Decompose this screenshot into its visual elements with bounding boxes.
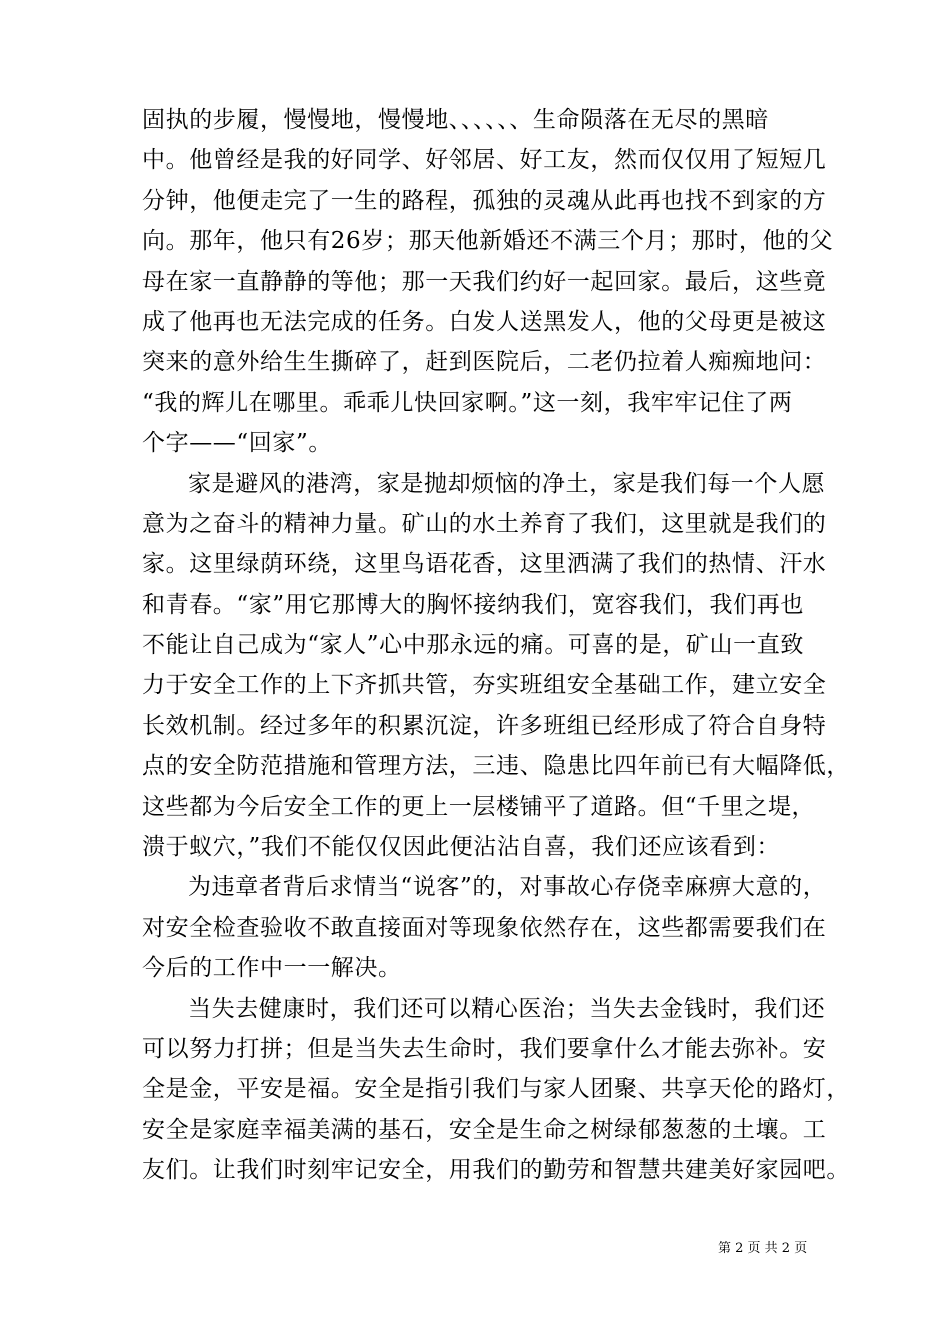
text-line: 力于安全工作的上下齐抓共管，夯实班组安全基础工作，建立安全 bbox=[142, 672, 827, 699]
text-line: 为违章者背后求情当“说客”的，对事故心存侥幸麻痹大意的， bbox=[188, 874, 827, 901]
text-line: 母在家一直静静的等他；那一天我们约好一起回家。最后，这些竟 bbox=[142, 268, 827, 295]
text-line: 固执的步履，慢慢地，慢慢地、、、、、、生命陨落在无尽的黑暗 bbox=[142, 107, 769, 133]
text-line: 长效机制。经过多年的积累沉淀，许多班组已经形成了符合自身特 bbox=[142, 712, 827, 739]
document-body bbox=[142, 100, 850, 1191]
text-line: 分钟，他便走完了一生的路程，孤独的灵魂从此再也找不到家的方 bbox=[142, 187, 827, 214]
text-line: 个字——“回家”。 bbox=[142, 430, 332, 457]
text-line: 这些都为今后安全工作的更上一层楼铺平了道路。但“千里之堤， bbox=[142, 793, 816, 820]
text-line: 今后的工作中一一解决。 bbox=[142, 955, 402, 982]
text-line: 意为之奋斗的精神力量。矿山的水土养育了我们，这里就是我们的 bbox=[142, 510, 827, 537]
text-line: 友们。让我们时刻牢记安全，用我们的勤劳和智慧共建美好家园吧。 bbox=[142, 1157, 850, 1184]
text-line: 点的安全防范措施和管理方法，三违、隐患比四年前已有大幅降低， bbox=[142, 753, 850, 780]
text-line: 溃于蚁穴，”我们不能仅仅因此便沾沾自喜，我们还应该看到： bbox=[142, 834, 781, 861]
text-line: 对安全检查验收不敢直接面对等现象依然存在，这些都需要我们在 bbox=[142, 914, 827, 941]
text-line: 不能让自己成为“家人”心中那永远的痛。可喜的是，矿山一直致 bbox=[142, 632, 804, 659]
text-line: 和青春。“家”用它那博大的胸怀接纳我们，宽容我们，我们再也 bbox=[142, 591, 804, 618]
text-line: 向。那年，他只有26岁；那天他新婚还不满三个月；那时，他的父 bbox=[142, 228, 834, 255]
text-line: 家。这里绿荫环绕，这里鸟语花香，这里洒满了我们的热情、汗水 bbox=[142, 551, 827, 578]
text-line: 安全是家庭幸福美满的基石，安全是生命之树绿郁葱葱的土壤。工 bbox=[142, 1116, 827, 1143]
text-line: 全是金，平安是福。安全是指引我们与家人团聚、共享天伦的路灯， bbox=[142, 1076, 850, 1103]
text-line: 中。他曾经是我的好同学、好邻居、好工友，然而仅仅用了短短几 bbox=[142, 147, 827, 174]
text-line: 家是避风的港湾，家是抛却烦恼的净土，家是我们每一个人愿 bbox=[188, 470, 826, 497]
text-line: 可以努力打拼；但是当失去生命时，我们要拿什么才能去弥补。安 bbox=[142, 1035, 827, 1062]
text-line: 成了他再也无法完成的任务。白发人送黑发人，他的父母更是被这 bbox=[142, 308, 827, 335]
text-line: 突来的意外给生生撕碎了，赶到医院后，二老仍拉着人痴痴地问： bbox=[142, 349, 827, 376]
page-number-footer: 第 2 页 共 2 页 bbox=[718, 1241, 808, 1256]
text-line: “我的辉儿在哪里。乖乖儿快回家啊。”这一刻，我牢牢记住了两 bbox=[142, 389, 793, 416]
text-line: 当失去健康时，我们还可以精心医治；当失去金钱时，我们还 bbox=[188, 995, 826, 1022]
